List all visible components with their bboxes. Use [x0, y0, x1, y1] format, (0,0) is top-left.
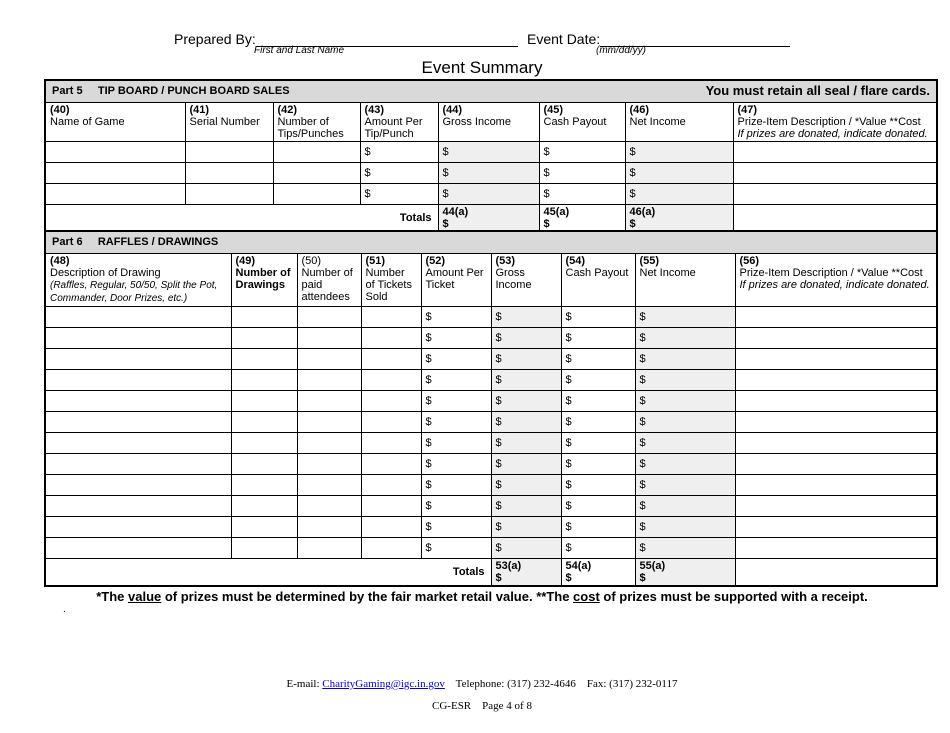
- paid-attendees-input[interactable]: [297, 516, 361, 537]
- game-name-input[interactable]: [45, 141, 185, 162]
- drawings-count-input[interactable]: [231, 453, 297, 474]
- prize-description-input[interactable]: [733, 141, 937, 162]
- prize-description-input[interactable]: [735, 516, 937, 537]
- cash-payout-input[interactable]: $: [561, 411, 635, 432]
- page-title: Event Summary: [421, 58, 543, 77]
- tickets-sold-input[interactable]: [361, 411, 421, 432]
- drawing-description-input[interactable]: [45, 432, 231, 453]
- paid-attendees-input[interactable]: [297, 306, 361, 327]
- drawing-description-input[interactable]: [45, 453, 231, 474]
- net-income-input[interactable]: $: [625, 162, 733, 183]
- drawings-count-input[interactable]: [231, 306, 297, 327]
- paid-attendees-input[interactable]: [297, 453, 361, 474]
- table-row: [45, 162, 937, 183]
- net-income-input[interactable]: $: [635, 516, 735, 537]
- cash-payout-input[interactable]: $: [561, 495, 635, 516]
- prize-description-input[interactable]: [735, 327, 937, 348]
- part5-totals-row: [45, 204, 937, 232]
- drawing-description-input[interactable]: [45, 474, 231, 495]
- prize-description-input[interactable]: [735, 474, 937, 495]
- amount-per-tip-input[interactable]: $: [360, 183, 438, 204]
- serial-number-input[interactable]: [185, 162, 273, 183]
- drawing-description-input[interactable]: [45, 390, 231, 411]
- footnote: *The value of prizes must be determined by the fair market retail value. **The cost of prizes must be supported with a receipt.: [96, 589, 868, 604]
- part5-title: TIP BOARD / PUNCH BOARD SALES: [97, 85, 290, 98]
- email-label: E-mail:: [286, 678, 323, 690]
- prize-description-input[interactable]: [735, 537, 937, 558]
- prize-description-input[interactable]: [735, 390, 937, 411]
- net-income-input[interactable]: $: [635, 306, 735, 327]
- paid-attendees-input[interactable]: [297, 369, 361, 390]
- col-40-header: (40) Name of Game: [45, 102, 185, 141]
- table-row: [45, 411, 937, 432]
- cash-payout-input[interactable]: $: [561, 516, 635, 537]
- drawings-count-input[interactable]: [231, 537, 297, 558]
- part6-title: RAFFLES / DRAWINGS: [97, 236, 219, 249]
- table-row: [45, 495, 937, 516]
- tickets-sold-input[interactable]: [361, 348, 421, 369]
- prize-description-input[interactable]: [735, 369, 937, 390]
- tickets-sold-input[interactable]: [361, 432, 421, 453]
- table-row: [45, 390, 937, 411]
- drawing-description-input[interactable]: [45, 411, 231, 432]
- part5-notice: You must retain all seal / flare cards.: [705, 83, 931, 99]
- drawing-description-input[interactable]: [45, 306, 231, 327]
- cash-payout-input[interactable]: $: [561, 474, 635, 495]
- drawings-count-input[interactable]: [231, 516, 297, 537]
- col-41-header: (41) Serial Number: [185, 102, 273, 141]
- footer-page: [0, 700, 950, 712]
- total-net-income-input[interactable]: 46(a) $: [625, 204, 733, 232]
- cash-payout-input[interactable]: $: [561, 432, 635, 453]
- total-gross-income-input[interactable]: 44(a) $: [438, 204, 539, 232]
- part5-number: Part 5: [52, 85, 83, 98]
- net-income-input[interactable]: $: [635, 537, 735, 558]
- paid-attendees-input[interactable]: [297, 348, 361, 369]
- gross-income-input[interactable]: $: [438, 183, 539, 204]
- col-54-header: (54) Cash Payout: [561, 253, 635, 306]
- net-income-input[interactable]: $: [635, 411, 735, 432]
- gross-income-input[interactable]: $: [438, 141, 539, 162]
- drawings-count-input[interactable]: [231, 327, 297, 348]
- table-row: [45, 537, 937, 558]
- tickets-sold-input[interactable]: [361, 474, 421, 495]
- table-row: [45, 453, 937, 474]
- col-55-header: (55) Net Income: [635, 253, 735, 306]
- paid-attendees-input[interactable]: [297, 390, 361, 411]
- col-46-header: (46) Net Income: [625, 102, 733, 141]
- gross-income-input[interactable]: $: [491, 327, 561, 348]
- table-row: [45, 348, 937, 369]
- table-row: [45, 327, 937, 348]
- prize-description-input[interactable]: [735, 495, 937, 516]
- totals-prize-blank: [733, 204, 937, 232]
- amount-per-tip-input[interactable]: $: [360, 141, 438, 162]
- amount-per-ticket-input[interactable]: $: [421, 306, 491, 327]
- prize-description-input[interactable]: [733, 162, 937, 183]
- stray-dot: .: [63, 604, 66, 615]
- net-income-input[interactable]: $: [635, 348, 735, 369]
- tickets-sold-input[interactable]: [361, 537, 421, 558]
- part6-number: Part 6: [52, 236, 83, 249]
- table-row: [45, 474, 937, 495]
- amount-per-ticket-input[interactable]: $: [421, 369, 491, 390]
- net-income-input[interactable]: $: [625, 183, 733, 204]
- cash-payout-input[interactable]: $: [561, 306, 635, 327]
- total-cash-payout-input[interactable]: 54(a) $: [561, 558, 635, 586]
- tickets-sold-input[interactable]: [361, 327, 421, 348]
- tickets-sold-input[interactable]: [361, 306, 421, 327]
- gross-income-input[interactable]: $: [491, 432, 561, 453]
- paid-attendees-input[interactable]: [297, 411, 361, 432]
- cash-payout-input[interactable]: $: [561, 390, 635, 411]
- page-number: Page 4 of 8: [482, 700, 532, 712]
- part5-column-headers: [45, 102, 937, 141]
- drawings-count-input[interactable]: [231, 474, 297, 495]
- tickets-sold-input[interactable]: [361, 390, 421, 411]
- gross-income-input[interactable]: $: [491, 369, 561, 390]
- part5-header: [45, 80, 937, 102]
- col-44-header: (44) Gross Income: [438, 102, 539, 141]
- part6-table: [44, 230, 938, 587]
- amount-per-ticket-input[interactable]: $: [421, 537, 491, 558]
- col-47-header: (47) Prize-Item Description / *Value **Cost If prizes are donated, indicate donated.: [733, 102, 937, 141]
- net-income-input[interactable]: $: [635, 432, 735, 453]
- drawing-description-input[interactable]: [45, 327, 231, 348]
- prize-description-input[interactable]: [733, 183, 937, 204]
- header: [0, 31, 950, 56]
- amount-per-ticket-input[interactable]: $: [421, 453, 491, 474]
- gross-income-input[interactable]: $: [491, 306, 561, 327]
- table-row: [45, 306, 937, 327]
- cash-payout-input[interactable]: $: [561, 327, 635, 348]
- part6-rows: [45, 306, 937, 558]
- amount-per-ticket-input[interactable]: $: [421, 327, 491, 348]
- gross-income-input[interactable]: $: [491, 390, 561, 411]
- telephone: Telephone: (317) 232-4646: [455, 678, 576, 690]
- cash-payout-input[interactable]: $: [539, 183, 625, 204]
- prize-description-input[interactable]: [735, 453, 937, 474]
- tickets-sold-input[interactable]: [361, 495, 421, 516]
- col-50-header: (50) Number of paid attendees: [297, 253, 361, 306]
- drawings-count-input[interactable]: [231, 411, 297, 432]
- tips-count-input[interactable]: [273, 141, 360, 162]
- drawing-description-input[interactable]: [45, 516, 231, 537]
- gross-income-input[interactable]: $: [491, 411, 561, 432]
- col-45-header: (45) Cash Payout: [539, 102, 625, 141]
- cash-payout-input[interactable]: $: [561, 453, 635, 474]
- game-name-input[interactable]: [45, 162, 185, 183]
- footer-contact: [0, 678, 950, 690]
- cash-payout-input[interactable]: $: [561, 369, 635, 390]
- gross-income-input[interactable]: $: [491, 453, 561, 474]
- col-56-header: (56) Prize-Item Description / *Value **Cost If prizes are donated, indicate donated.: [735, 253, 937, 306]
- drawings-count-input[interactable]: [231, 390, 297, 411]
- table-row: [45, 516, 937, 537]
- part6-header: [45, 231, 937, 253]
- table-row: [45, 432, 937, 453]
- drawing-description-input[interactable]: [45, 369, 231, 390]
- tickets-sold-input[interactable]: [361, 453, 421, 474]
- tickets-sold-input[interactable]: [361, 369, 421, 390]
- paid-attendees-input[interactable]: [297, 327, 361, 348]
- col-51-header: (51) Number of Tickets Sold: [361, 253, 421, 306]
- net-income-input[interactable]: $: [635, 495, 735, 516]
- drawings-count-input[interactable]: [231, 495, 297, 516]
- net-income-input[interactable]: $: [635, 390, 735, 411]
- part6-totals-label: Totals: [45, 558, 491, 586]
- prize-description-input[interactable]: [735, 411, 937, 432]
- fax: Fax: (317) 232-0117: [586, 678, 678, 690]
- totals-prize-blank: [735, 558, 937, 586]
- gross-income-input[interactable]: $: [491, 516, 561, 537]
- amount-per-ticket-input[interactable]: $: [421, 390, 491, 411]
- prize-description-input[interactable]: [735, 348, 937, 369]
- prize-description-input[interactable]: [735, 306, 937, 327]
- tips-count-input[interactable]: [273, 162, 360, 183]
- paid-attendees-input[interactable]: [297, 432, 361, 453]
- drawings-count-input[interactable]: [231, 369, 297, 390]
- gross-income-input[interactable]: $: [491, 474, 561, 495]
- cash-payout-input[interactable]: $: [539, 162, 625, 183]
- table-row: [45, 183, 937, 204]
- drawings-count-input[interactable]: [231, 348, 297, 369]
- event-date-sublabel: (mm/dd/yy): [596, 45, 646, 56]
- amount-per-ticket-input[interactable]: $: [421, 411, 491, 432]
- part5-totals-label: Totals: [45, 204, 438, 232]
- amount-per-tip-input[interactable]: $: [360, 162, 438, 183]
- net-income-input[interactable]: $: [635, 327, 735, 348]
- col-48-header: (48) Description of Drawing (Raffles, Regular, 50/50, Split the Pot, Commander, Door Prizes, etc.): [45, 253, 231, 306]
- paid-attendees-input[interactable]: [297, 537, 361, 558]
- total-net-income-input[interactable]: 55(a) $: [635, 558, 735, 586]
- total-cash-payout-input[interactable]: 45(a) $: [539, 204, 625, 232]
- gross-income-input[interactable]: $: [491, 537, 561, 558]
- amount-per-ticket-input[interactable]: $: [421, 474, 491, 495]
- prize-description-input[interactable]: [735, 432, 937, 453]
- drawings-count-input[interactable]: [231, 432, 297, 453]
- net-income-input[interactable]: $: [635, 453, 735, 474]
- net-income-input[interactable]: $: [635, 369, 735, 390]
- paid-attendees-input[interactable]: [297, 495, 361, 516]
- paid-attendees-input[interactable]: [297, 474, 361, 495]
- gross-income-input[interactable]: $: [438, 162, 539, 183]
- amount-per-ticket-input[interactable]: $: [421, 516, 491, 537]
- prepared-by-label: Prepared By:: [174, 31, 256, 47]
- col-43-header: (43) Amount Per Tip/Punch: [360, 102, 438, 141]
- event-date-label: Event Date:: [527, 31, 601, 47]
- total-gross-income-input[interactable]: 53(a) $: [491, 558, 561, 586]
- form-id: CG-ESR: [432, 700, 472, 712]
- table-row: [45, 369, 937, 390]
- email-link[interactable]: CharityGaming@igc.in.gov: [322, 678, 445, 690]
- col-49-header: (49) Number of Drawings: [231, 253, 297, 306]
- serial-number-input[interactable]: [185, 183, 273, 204]
- net-income-input[interactable]: $: [625, 141, 733, 162]
- serial-number-input[interactable]: [185, 141, 273, 162]
- table-row: [45, 141, 937, 162]
- tickets-sold-input[interactable]: [361, 516, 421, 537]
- net-income-input[interactable]: $: [635, 474, 735, 495]
- gross-income-input[interactable]: $: [491, 348, 561, 369]
- amount-per-ticket-input[interactable]: $: [421, 348, 491, 369]
- game-name-input[interactable]: [45, 183, 185, 204]
- drawing-description-input[interactable]: [45, 537, 231, 558]
- cash-payout-input[interactable]: $: [561, 348, 635, 369]
- col-53-header: (53) Gross Income: [491, 253, 561, 306]
- col-52-header: (52) Amount Per Ticket: [421, 253, 491, 306]
- drawing-description-input[interactable]: [45, 495, 231, 516]
- amount-per-ticket-input[interactable]: $: [421, 432, 491, 453]
- cash-payout-input[interactable]: $: [539, 141, 625, 162]
- col-42-header: (42) Number of Tips/Punches: [273, 102, 360, 141]
- tips-count-input[interactable]: [273, 183, 360, 204]
- gross-income-input[interactable]: $: [491, 495, 561, 516]
- part6-totals-row: [45, 558, 937, 586]
- prepared-by-sublabel: First and Last Name: [254, 45, 345, 56]
- drawing-description-input[interactable]: [45, 348, 231, 369]
- amount-per-ticket-input[interactable]: $: [421, 495, 491, 516]
- part5-table: [44, 79, 938, 233]
- cash-payout-input[interactable]: $: [561, 537, 635, 558]
- part6-column-headers: [45, 253, 937, 306]
